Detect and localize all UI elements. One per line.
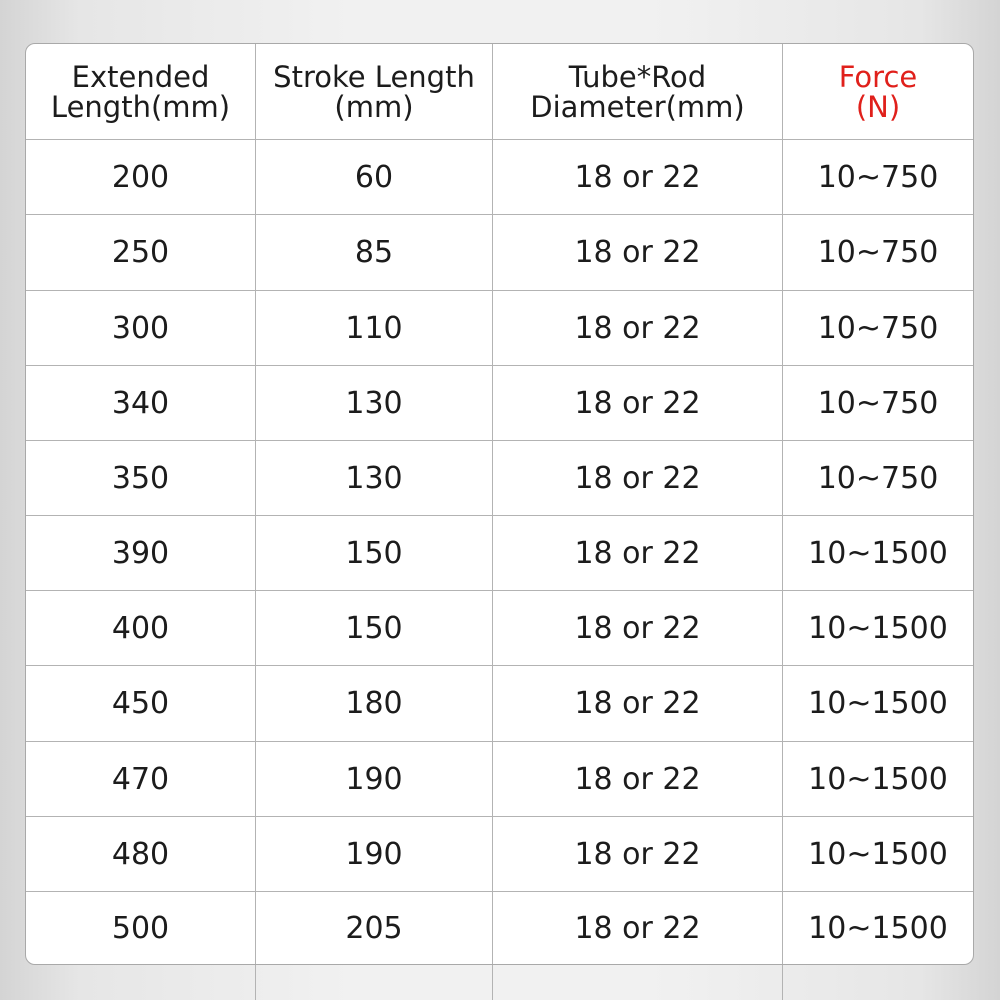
cell-force: 10~750 — [817, 385, 939, 421]
bg-gridline-2 — [492, 960, 493, 1000]
cell-stroke-length: 150 — [345, 535, 403, 571]
cell-force: 10~1500 — [808, 836, 948, 872]
cell-tube-rod-diameter: 18 or 22 — [574, 235, 701, 270]
header-stroke-length-line2: (mm) — [334, 89, 414, 124]
header-tube-rod-diameter — [493, 44, 782, 139]
cell-extended-length: 200 — [111, 159, 170, 195]
cell-tube-rod-diameter: 18 or 22 — [574, 460, 701, 496]
cell-stroke-length: 150 — [345, 610, 403, 646]
cell-force: 10~750 — [817, 235, 939, 270]
cell-tube-rod-diameter: 18 or 22 — [574, 385, 701, 421]
bg-gridline-3 — [782, 960, 783, 1000]
cell-stroke-length: 190 — [345, 836, 403, 872]
cell-extended-length: 300 — [111, 310, 170, 346]
header-stroke-length-line1: Stroke Length — [273, 59, 475, 94]
cell-force: 10~1500 — [808, 910, 948, 946]
cell-tube-rod-diameter: 18 or 22 — [574, 610, 701, 646]
cell-stroke-length: 60 — [354, 159, 394, 195]
cell-tube-rod-diameter: 18 or 22 — [574, 159, 701, 195]
cell-extended-length: 500 — [111, 910, 170, 946]
header-stroke-length — [256, 44, 492, 139]
cell-extended-length: 390 — [111, 535, 170, 571]
cell-extended-length: 250 — [111, 235, 170, 270]
header-tube-rod-diameter-line2: Diameter(mm) — [530, 89, 745, 124]
bg-gridline-1 — [255, 960, 256, 1000]
header-force-line1: Force — [838, 59, 918, 94]
cell-extended-length: 350 — [111, 460, 170, 496]
cell-force: 10~1500 — [808, 686, 948, 721]
spec-table — [25, 43, 974, 965]
cell-extended-length: 480 — [111, 836, 170, 872]
cell-force: 10~1500 — [808, 535, 948, 571]
cell-tube-rod-diameter: 18 or 22 — [574, 836, 701, 872]
header-extended-length-line2: Length(mm) — [50, 89, 231, 124]
cell-tube-rod-diameter: 18 or 22 — [574, 535, 701, 571]
cell-force: 10~750 — [817, 159, 939, 195]
header-force-line2: (N) — [855, 89, 901, 124]
header-tube-rod-diameter-line1: Tube*Rod — [568, 59, 707, 94]
cell-force: 10~1500 — [808, 761, 948, 797]
header-extended-length — [26, 44, 255, 139]
cell-extended-length: 400 — [111, 610, 170, 646]
cell-stroke-length: 110 — [345, 310, 403, 346]
cell-stroke-length: 130 — [345, 460, 403, 496]
cell-tube-rod-diameter: 18 or 22 — [574, 686, 701, 721]
cell-stroke-length: 180 — [345, 686, 403, 721]
cell-tube-rod-diameter: 18 or 22 — [574, 310, 701, 346]
cell-force: 10~750 — [817, 310, 939, 346]
header-force — [783, 44, 973, 139]
cell-stroke-length: 130 — [345, 385, 403, 421]
cell-stroke-length: 190 — [345, 761, 403, 797]
cell-stroke-length: 85 — [354, 235, 394, 270]
header-extended-length-line1: Extended — [71, 59, 210, 94]
cell-extended-length: 340 — [111, 385, 170, 421]
cell-force: 10~750 — [817, 460, 939, 496]
cell-stroke-length: 205 — [345, 910, 403, 946]
cell-tube-rod-diameter: 18 or 22 — [574, 761, 701, 797]
cell-extended-length: 470 — [111, 761, 170, 797]
cell-extended-length: 450 — [111, 686, 170, 721]
cell-tube-rod-diameter: 18 or 22 — [574, 910, 701, 946]
cell-force: 10~1500 — [808, 610, 948, 646]
